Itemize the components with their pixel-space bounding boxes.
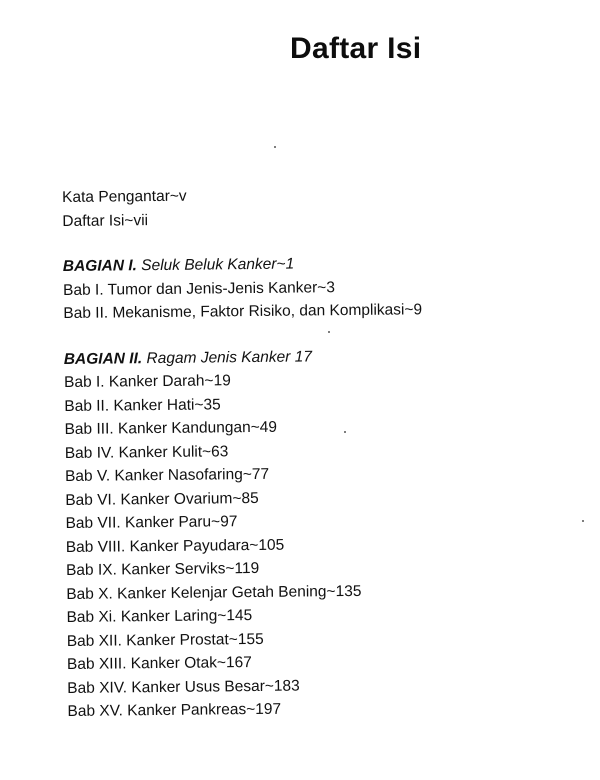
scan-speck [274, 146, 276, 148]
table-of-contents [62, 181, 588, 724]
toc-chapter-entry: Bab VII. Kanker Paru~97 [65, 513, 238, 532]
toc-chapter-entry: Bab VIII. Kanker Payudara~105 [65, 536, 285, 556]
toc-chapter-entry: Bab VI. Kanker Ovarium~85 [65, 489, 259, 509]
toc-chapter-entry: Bab V. Kanker Nasofaring~77 [64, 465, 270, 485]
toc-chapter-entry: Bab Xi. Kanker Laring~145 [66, 607, 253, 626]
part-title: Ragam Jenis Kanker 17 [146, 347, 312, 367]
toc-chapter-entry: Bab XV. Kanker Pankreas~197 [67, 700, 282, 720]
toc-chapter-entry: Bab XIV. Kanker Usus Besar~183 [67, 677, 300, 697]
toc-chapter-entry: Bab XIII. Kanker Otak~167 [66, 654, 252, 673]
toc-chapter-entry: Bab I. Kanker Darah~19 [63, 372, 231, 391]
toc-chapter-entry: Bab IX. Kanker Serviks~119 [65, 559, 260, 579]
toc-chapter-entry: Bab XII. Kanker Prostat~155 [66, 630, 264, 650]
part-label: BAGIAN II. [63, 349, 143, 368]
toc-entry-kata-pengantar: Kata Pengantar~v [62, 187, 187, 206]
toc-chapter-entry: Bab II. Kanker Hati~35 [64, 395, 221, 415]
toc-chapter-entry: Bab X. Kanker Kelenjar Getah Bening~135 [66, 582, 362, 603]
toc-chapter-entry: Bab III. Kanker Kandungan~49 [64, 418, 278, 438]
toc-chapter-entry: Bab II. Mekanisme, Faktor Risiko, dan Komplikasi~9 [63, 301, 423, 322]
page-title: Daftar Isi [290, 32, 422, 65]
toc-chapter-entry: Bab IV. Kanker Kulit~63 [64, 442, 229, 462]
part-label: BAGIAN I. [62, 257, 137, 275]
part-title: Seluk Beluk Kanker~1 [141, 255, 295, 275]
toc-chapter-entry: Bab I. Tumor dan Jenis-Jenis Kanker~3 [63, 278, 335, 299]
toc-entry-daftar-isi: Daftar Isi~vii [62, 211, 149, 230]
